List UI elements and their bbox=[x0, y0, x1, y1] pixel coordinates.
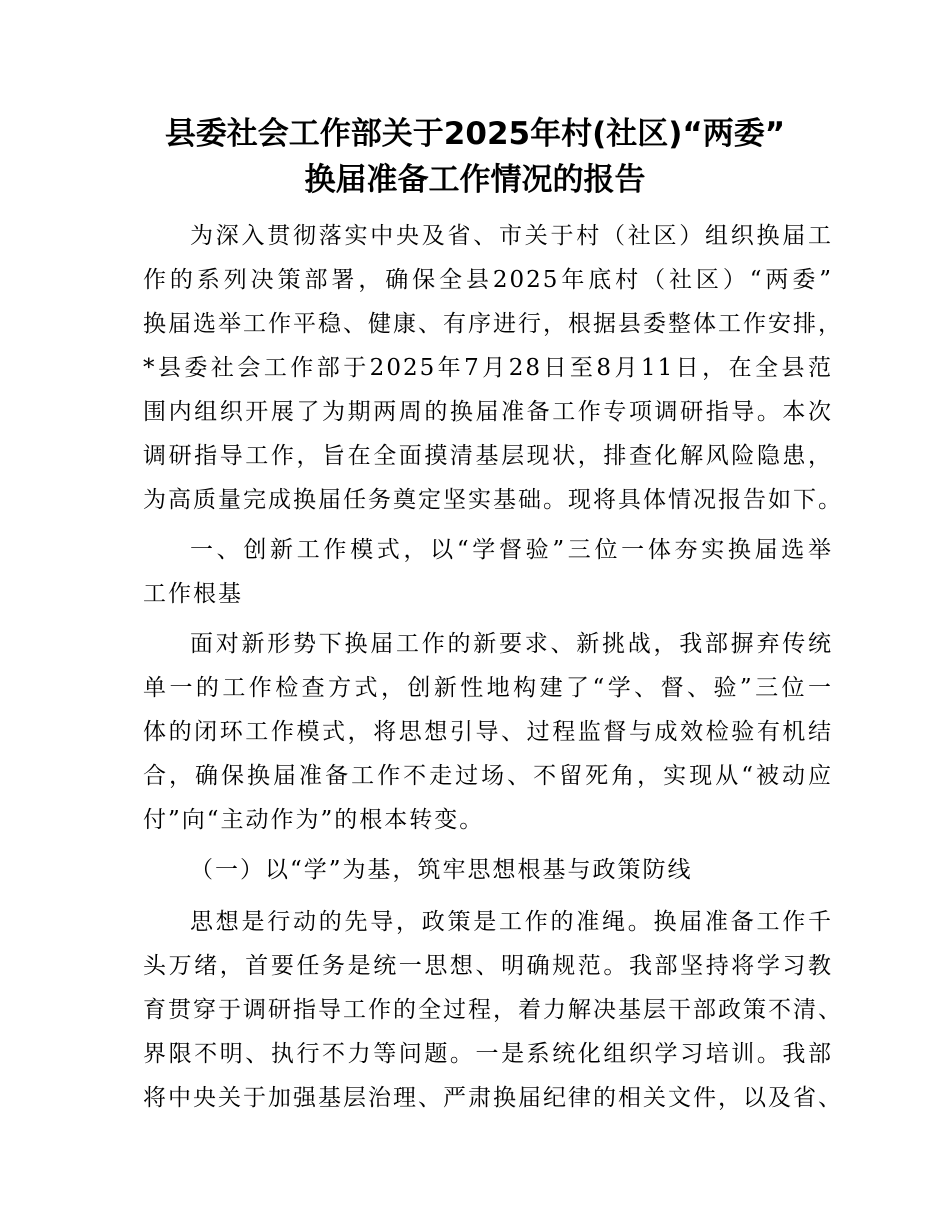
body-line: 将中央关于加强基层治理、严肃换届纪律的相关文件，以及省、 bbox=[143, 1085, 843, 1111]
body-line: 为高质量完成换届任务奠定坚实基础。现将具体情况报告如下。 bbox=[143, 487, 843, 513]
body-line: 付”向“主动作为”的根本转变。 bbox=[143, 807, 485, 833]
body-line: 界限不明、执行不力等问题。一是系统化组织学习培训。我部 bbox=[143, 1041, 833, 1067]
report-title-line-1: 县委社会工作部关于2025年村(社区)“两委” bbox=[164, 116, 786, 152]
body-line: 单一的工作检查方式，创新性地构建了“学、督、验”三位一 bbox=[143, 675, 833, 701]
subsection-heading: （一）以“学”为基，筑牢思想根基与政策防线 bbox=[190, 857, 693, 883]
report-title-line-2: 换届准备工作情况的报告 bbox=[304, 162, 646, 198]
section-heading: 工作根基 bbox=[143, 581, 243, 607]
body-line: 头万绪，首要任务是统一思想、明确规范。我部坚持将学习教 bbox=[143, 953, 833, 979]
body-line: 为深入贯彻落实中央及省、市关于村（社区）组织换届工 bbox=[190, 223, 833, 249]
body-line: 思想是行动的先导，政策是工作的准绳。换届准备工作千 bbox=[190, 909, 833, 935]
body-line: 体的闭环工作模式，将思想引导、过程监督与成效检验有机结 bbox=[143, 719, 833, 745]
body-line: 合，确保换届准备工作不走过场、不留死角，实现从“被动应 bbox=[143, 763, 833, 789]
body-line: 围内组织开展了为期两周的换届准备工作专项调研指导。本次 bbox=[143, 399, 833, 425]
body-line: *县委社会工作部于2025年7月28日至8月11日，在全县范 bbox=[143, 355, 833, 381]
body-line: 育贯穿于调研指导工作的全过程，着力解决基层干部政策不清、 bbox=[143, 997, 843, 1023]
body-line: 作的系列决策部署，确保全县2025年底村（社区）“两委” bbox=[143, 267, 833, 293]
body-line: 换届选举工作平稳、健康、有序进行，根据县委整体工作安排， bbox=[143, 311, 843, 337]
body-line: 调研指导工作，旨在全面摸清基层现状，排查化解风险隐患， bbox=[143, 443, 833, 469]
section-heading: 一、创新工作模式，以“学督验”三位一体夯实换届选举 bbox=[190, 537, 833, 563]
body-line: 面对新形势下换届工作的新要求、新挑战，我部摒弃传统 bbox=[190, 631, 833, 657]
